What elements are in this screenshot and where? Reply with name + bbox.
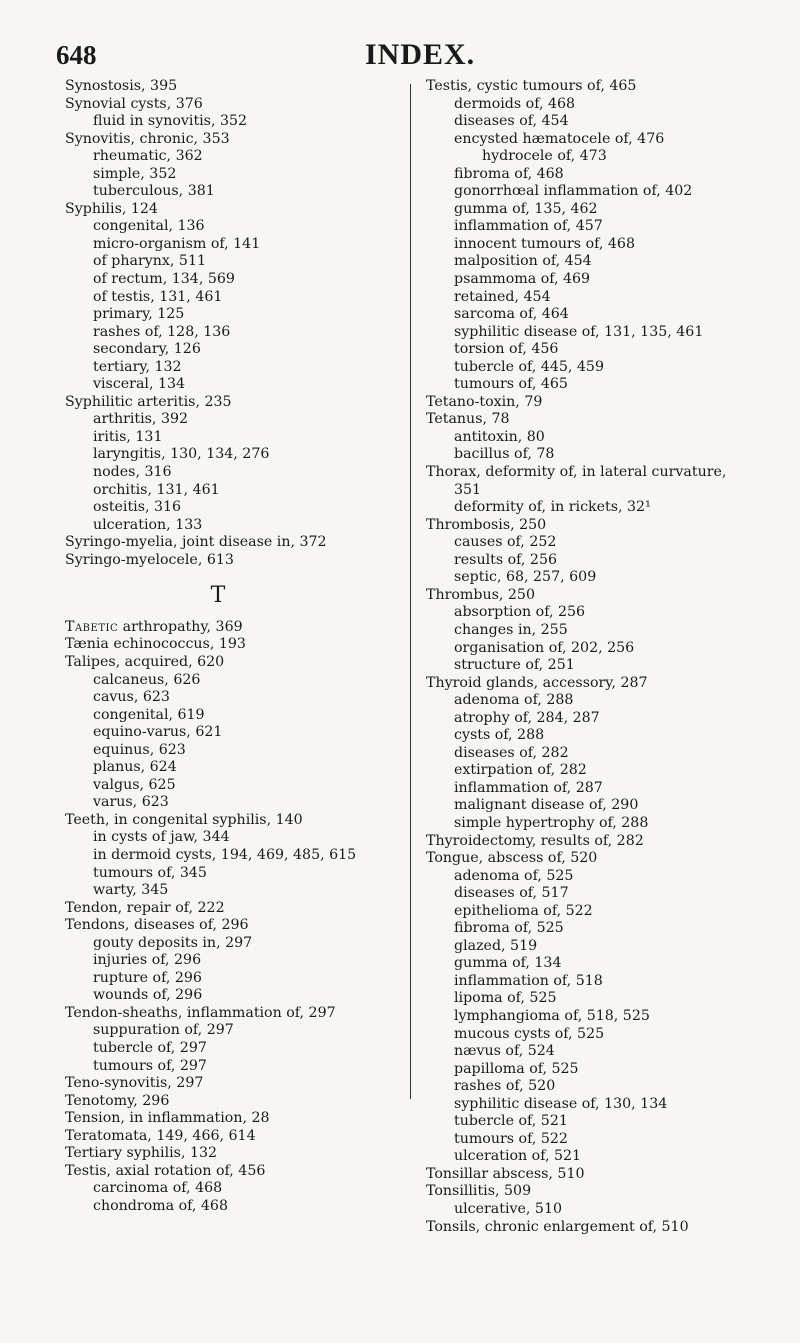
- index-entry: Tonsillar abscess, 510: [426, 1165, 585, 1182]
- index-entry: Tension, in inflammation, 28: [65, 1110, 270, 1127]
- index-entry: Synovitis, chronic, 353: [65, 130, 230, 147]
- index-entry: suppuration of, 297: [93, 1022, 234, 1039]
- index-entry: innocent tumours of, 468: [454, 235, 635, 252]
- index-entry: rheumatic, 362: [93, 148, 203, 165]
- index-entry: Synostosis, 395: [65, 78, 178, 94]
- index-entry: tuberculous, 381: [93, 183, 215, 200]
- index-entry: fibroma of, 468: [454, 165, 564, 182]
- index-entry: sarcoma of, 464: [454, 306, 569, 323]
- index-entry: warty, 345: [93, 882, 169, 899]
- index-entry: Teratomata, 149, 466, 614: [65, 1127, 256, 1144]
- index-entry: Tonsillitis, 509: [426, 1183, 532, 1200]
- index-entry: dermoids of, 468: [454, 95, 576, 112]
- index-entry: Tetano-toxin, 79: [426, 393, 543, 410]
- index-entry: simple hypertrophy of, 288: [454, 814, 649, 831]
- index-entry: in dermoid cysts, 194, 469, 485, 615: [93, 846, 357, 863]
- index-entry: tumours of, 297: [93, 1057, 207, 1074]
- index-entry: in cysts of jaw, 344: [93, 829, 230, 846]
- index-entry: laryngitis, 130, 134, 276: [93, 446, 270, 463]
- index-entry: inflammation of, 287: [454, 779, 603, 796]
- index-entry: tumours of, 345: [93, 864, 207, 881]
- index-entry: syphilitic disease of, 131, 135, 461: [454, 323, 704, 340]
- index-entry: malposition of, 454: [454, 253, 592, 270]
- index-entry: hydrocele of, 473: [482, 148, 607, 165]
- index-entry: Thyroidectomy, results of, 282: [426, 832, 644, 849]
- index-entry: Testis, cystic tumours of, 465: [426, 78, 637, 94]
- index-entry: retained, 454: [454, 288, 551, 305]
- index-entry: deformity of, in rickets, 32¹: [454, 499, 651, 516]
- index-entry: Tetanus, 78: [426, 411, 510, 428]
- index-column-left: [65, 78, 395, 1215]
- index-entry: fibroma of, 525: [454, 920, 564, 937]
- index-entry: Tendons, diseases of, 296: [65, 917, 249, 934]
- index-entry: fluid in synovitis, 352: [93, 113, 248, 130]
- index-entry: simple, 352: [93, 165, 177, 182]
- index-entry: visceral, 134: [93, 376, 186, 393]
- index-entry: nodes, 316: [93, 464, 172, 481]
- index-entry: of pharynx, 511: [93, 253, 207, 270]
- index-entry: Tonsils, chronic enlargement of, 510: [426, 1218, 689, 1235]
- index-entry: mucous cysts of, 525: [454, 1025, 605, 1042]
- index-entry: adenoma of, 525: [454, 867, 574, 884]
- index-entry: Tongue, abscess of, 520: [426, 850, 598, 867]
- index-entry: extirpation of, 282: [454, 762, 587, 779]
- index-entry: Synovial cysts, 376: [65, 95, 203, 112]
- index-entry: chondroma of, 468: [93, 1197, 228, 1214]
- index-entry: changes in, 255: [454, 621, 568, 638]
- index-entry: injuries of, 296: [93, 952, 202, 969]
- running-head: INDEX.: [365, 38, 476, 71]
- index-entry: calcaneus, 626: [93, 671, 201, 688]
- index-entry-rest: arthropathy, 369: [118, 618, 243, 635]
- index-entry: Syphilis, 124: [65, 200, 158, 217]
- index-entry: valgus, 625: [93, 776, 176, 793]
- index-entry: torsion of, 456: [454, 341, 559, 358]
- index-entry: diseases of, 282: [454, 744, 569, 761]
- index-entry: lipoma of, 525: [454, 990, 557, 1007]
- index-entry: papilloma of, 525: [454, 1060, 579, 1077]
- index-entry: Syphilitic arteritis, 235: [65, 393, 232, 410]
- index-entry: 351: [454, 481, 482, 498]
- index-entry: tubercle of, 297: [93, 1039, 207, 1056]
- index-entry: diseases of, 517: [454, 885, 569, 902]
- index-entry: iritis, 131: [93, 428, 163, 445]
- index-entry: ulcerative, 510: [454, 1201, 563, 1217]
- index-entry: Syringo-myelocele, 613: [65, 551, 234, 568]
- index-entry: atrophy of, 284, 287: [454, 709, 600, 726]
- index-entry: tertiary, 132: [93, 358, 182, 375]
- index-entry: Thrombosis, 250: [426, 516, 547, 533]
- index-entry: gumma of, 134: [454, 955, 562, 972]
- index-entry: structure of, 251: [454, 657, 575, 674]
- index-entry-smallcaps: Tabetic: [65, 618, 119, 635]
- index-entry: wounds of, 296: [93, 987, 203, 1004]
- index-entry: Tænia echinococcus, 193: [65, 636, 246, 653]
- index-entry: malignant disease of, 290: [454, 797, 639, 814]
- index-entry: rashes of, 520: [454, 1078, 556, 1095]
- index-entry: cysts of, 288: [454, 727, 545, 744]
- index-entry: glazed, 519: [454, 937, 538, 954]
- index-entry: gonorrhœal inflammation of, 402: [454, 183, 693, 200]
- index-entry: osteitis, 316: [93, 499, 182, 516]
- index-entry: ulceration, 133: [93, 516, 203, 533]
- index-entry: inflammation of, 457: [454, 218, 603, 235]
- index-entry: adenoma of, 288: [454, 692, 574, 709]
- index-entry: of testis, 131, 461: [93, 288, 223, 305]
- index-entry: Thrombus, 250: [426, 586, 535, 603]
- index-entry: orchitis, 131, 461: [93, 481, 220, 498]
- index-entry: Tertiary syphilis, 132: [65, 1145, 218, 1162]
- index-entry: Teeth, in congenital syphilis, 140: [65, 811, 303, 828]
- index-entry: equino-varus, 621: [93, 724, 223, 741]
- index-entry: [65, 619, 395, 637]
- index-entry: syphilitic disease of, 130, 134: [454, 1095, 668, 1112]
- section-letter: T: [210, 583, 226, 609]
- index-entry: Syringo-myelia, joint disease in, 372: [65, 534, 327, 551]
- index-entry: Thyroid glands, accessory, 287: [426, 674, 648, 691]
- index-entry: diseases of, 454: [454, 113, 569, 130]
- index-entry: cavus, 623: [93, 689, 170, 706]
- index-entry: bacillus of, 78: [454, 446, 555, 463]
- index-entry: organisation of, 202, 256: [454, 639, 635, 656]
- index-entry: of rectum, 134, 569: [93, 271, 235, 288]
- index-entry: inflammation of, 518: [454, 972, 603, 989]
- index-entry: septic, 68, 257, 609: [454, 569, 597, 586]
- page-number: 648: [56, 40, 97, 70]
- index-entry: ulceration of, 521: [454, 1148, 582, 1165]
- index-entry: micro-organism of, 141: [93, 235, 261, 252]
- index-entry: psammoma of, 469: [454, 271, 591, 288]
- entries-before-section: [65, 78, 395, 569]
- index-entry: lymphangioma of, 518, 525: [454, 1007, 650, 1024]
- index-entry: Thorax, deformity of, in lateral curvature,: [426, 464, 727, 481]
- entries-after-section: [65, 636, 395, 1215]
- index-entry: planus, 624: [93, 759, 177, 776]
- index-column-right: [426, 78, 786, 1236]
- index-entry: tumours of, 522: [454, 1130, 568, 1147]
- index-entry: congenital, 136: [93, 218, 205, 235]
- index-entry: Teno-synovitis, 297: [65, 1075, 204, 1092]
- index-entry: antitoxin, 80: [454, 428, 545, 445]
- index-entry: varus, 623: [93, 794, 169, 811]
- index-entry: Talipes, acquired, 620: [65, 653, 225, 670]
- index-entry: absorption of, 256: [454, 604, 586, 621]
- column-divider: [410, 84, 411, 1099]
- index-entry: congenital, 619: [93, 706, 205, 723]
- index-entry: carcinoma of, 468: [93, 1180, 223, 1197]
- index-entry: gouty deposits in, 297: [93, 934, 253, 951]
- index-entry: equinus, 623: [93, 741, 186, 758]
- index-entry: Tendon-sheaths, inflammation of, 297: [65, 1004, 336, 1021]
- index-entry: Tenotomy, 296: [65, 1092, 170, 1109]
- index-entry: tumours of, 465: [454, 376, 568, 393]
- index-entry: gumma of, 135, 462: [454, 200, 598, 217]
- index-entry: encysted hæmatocele of, 476: [454, 130, 665, 147]
- index-entry: tubercle of, 445, 459: [454, 358, 604, 375]
- index-entry: secondary, 126: [93, 341, 201, 358]
- index-entry: arthritis, 392: [93, 411, 189, 428]
- index-entry: causes of, 252: [454, 534, 557, 551]
- index-entry: primary, 125: [93, 306, 185, 323]
- index-entry: tubercle of, 521: [454, 1113, 568, 1130]
- index-entry: Tendon, repair of, 222: [65, 899, 225, 916]
- index-entry: Testis, axial rotation of, 456: [65, 1162, 266, 1179]
- index-entry: rashes of, 128, 136: [93, 323, 231, 340]
- index-entry: nævus of, 524: [454, 1043, 555, 1060]
- index-entry: rupture of, 296: [93, 969, 202, 986]
- index-entry: results of, 256: [454, 551, 558, 568]
- index-entry: epithelioma of, 522: [454, 902, 593, 919]
